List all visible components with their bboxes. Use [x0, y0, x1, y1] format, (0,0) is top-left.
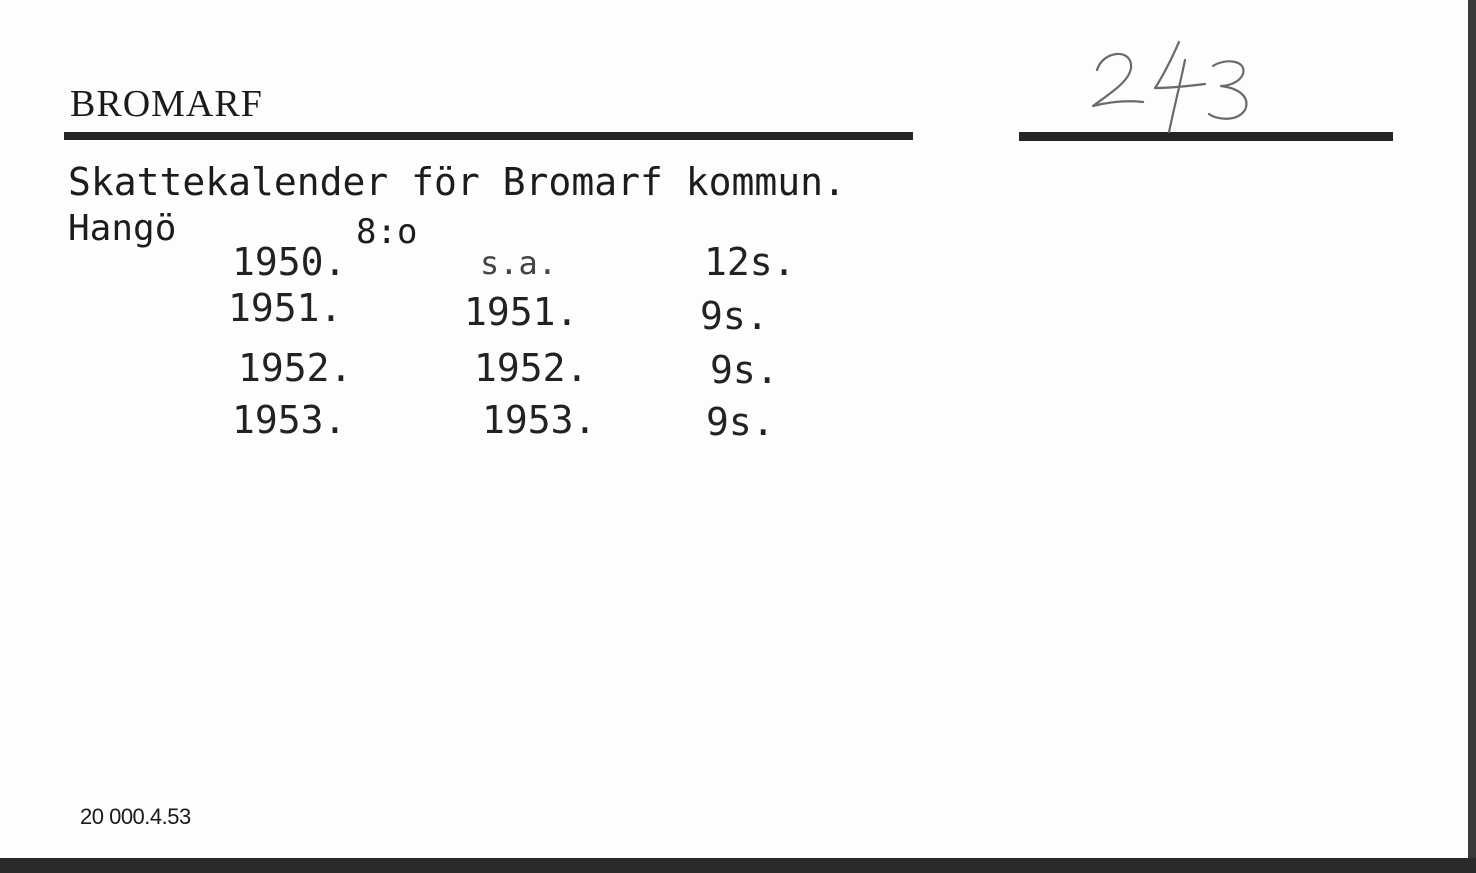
entry-pages: 9s. — [706, 400, 775, 444]
print-code: 20 000.4.53 — [80, 804, 191, 829]
entry-pub: 1953. — [482, 398, 597, 442]
entry-pages: 9s. — [700, 294, 769, 338]
scan-edge-right — [1468, 0, 1476, 858]
entry-pages: 9s. — [710, 348, 779, 392]
handwritten-catalog-number — [1085, 30, 1265, 140]
entry-year: 1952. — [238, 346, 353, 390]
scan-edge-bottom — [0, 858, 1476, 873]
entry-pages: 12s. — [704, 240, 796, 284]
entry-pub: 1951. — [464, 290, 579, 334]
publication-format: 8:o — [356, 212, 418, 252]
card-heading: BROMARF — [70, 83, 263, 125]
heading-rule — [64, 132, 913, 140]
entry-year: 1951. — [228, 286, 343, 330]
entry-pub: 1952. — [474, 346, 589, 390]
entry-pub: s.a. — [480, 244, 558, 282]
entry-year: 1950. — [232, 240, 347, 284]
card-title: Skattekalender för Bromarf kommun. — [68, 160, 846, 204]
entry-year: 1953. — [232, 398, 347, 442]
publication-place: Hangö — [68, 208, 177, 249]
